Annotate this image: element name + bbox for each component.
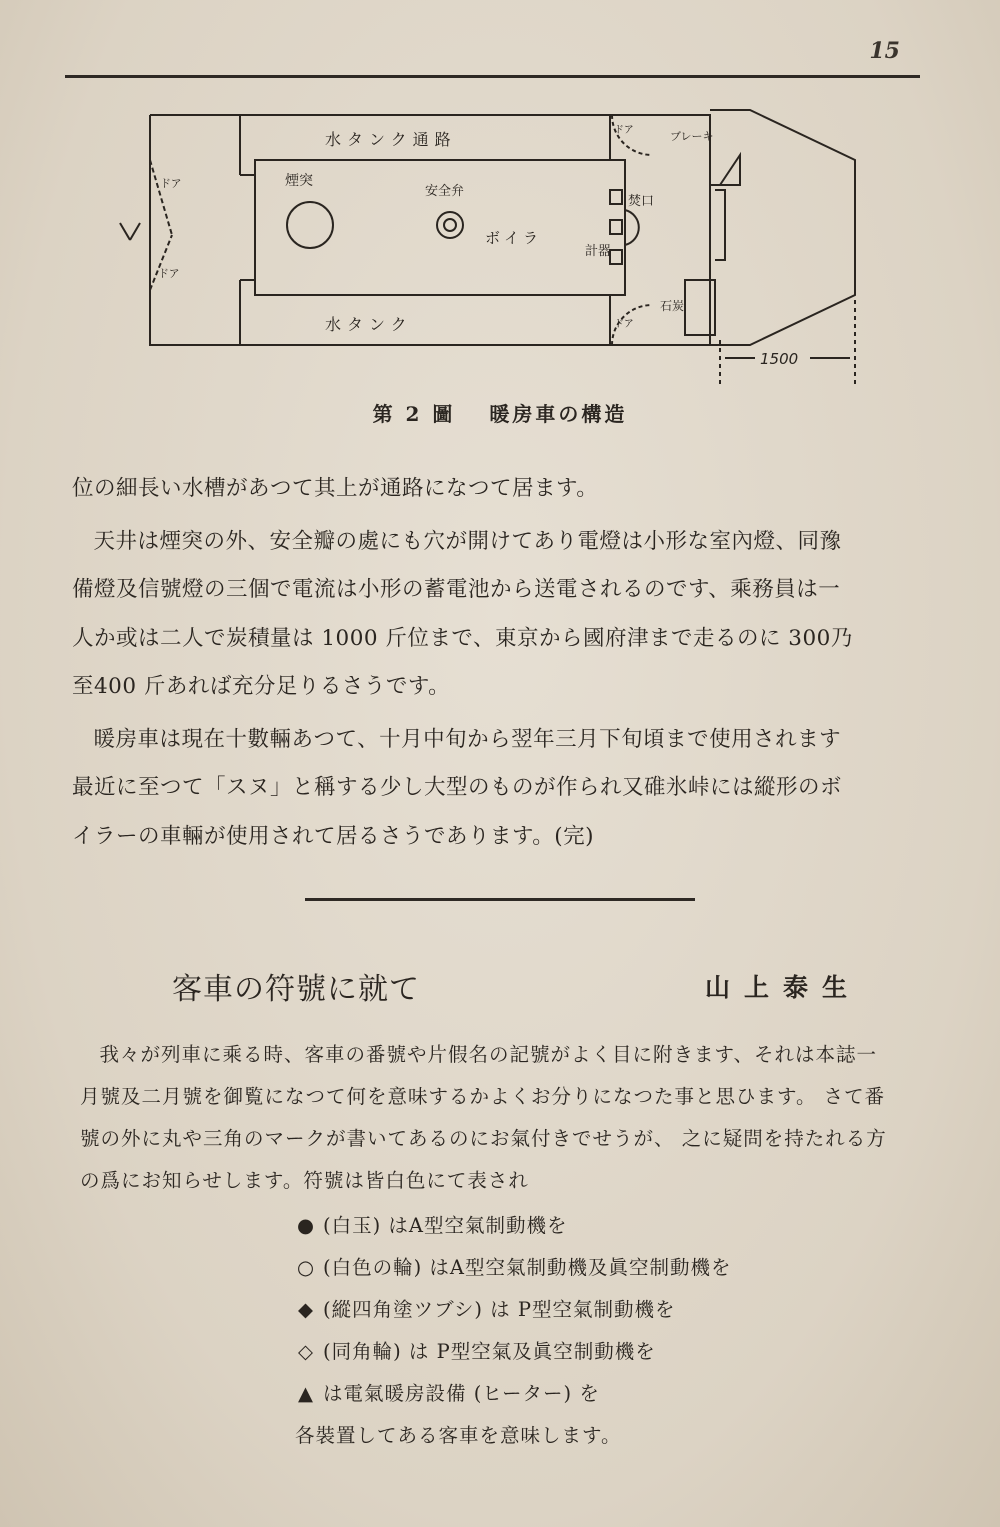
paragraph-line: 備燈及信號燈の三個で電流は小形の蓄電池から送電されるのです、乘務員は一: [72, 577, 841, 602]
door-swing-line: [150, 235, 172, 290]
paragraph-line: 至400 斤あれば充分足りるさうです。: [72, 674, 451, 699]
paragraph-line: 位の細長い水槽があつて其上が通路になつて居ます。: [72, 476, 599, 501]
label-boiler: ボイラ: [485, 229, 543, 247]
door-swing-line: [150, 160, 172, 235]
symbol-list: [295, 1205, 895, 1457]
paragraph-line: の爲にお知らせします。符號は皆白色にて表され: [80, 1169, 529, 1192]
paragraph-line: 人か或は二人で炭積量は 1000 斤位まで、東京から國府津まで走るのに 300乃: [72, 625, 853, 651]
page-number: 15: [869, 38, 900, 64]
paragraph-line: 我々が列車に乘る時、客車の番號や片假名の記號がよく目に附きます、それは本誌一: [99, 1043, 877, 1066]
symbol-description: (同角輪) は P型空氣及眞空制動機を: [323, 1340, 656, 1363]
article-author: 山上泰生: [705, 973, 862, 1002]
paragraph-line: 最近に至つて「スヌ」と稱する少し大型のものが作られ又碓氷峠には縱形のボ: [72, 775, 843, 800]
label-coal-box: 石炭: [660, 299, 685, 313]
door-swing-line: [120, 223, 130, 240]
gauge-box-1: [610, 190, 622, 204]
symbol-closing-line: 各裝置してある客車を意味します。: [295, 1424, 622, 1447]
label-dimension: 1500: [760, 350, 799, 368]
symbol-item: [295, 1205, 895, 1247]
symbol-description: は電氣暖房設備 (ヒーター) を: [323, 1382, 600, 1405]
figure-caption-number: 第 2 圖: [372, 402, 456, 426]
label-safety-valve: 安全弁: [425, 184, 465, 199]
label-door-right-upper: ドア: [614, 125, 634, 136]
symbol-description: (縱四角塗ツブシ) は P型空氣制動機を: [323, 1298, 676, 1321]
article-title: 客車の符號に就て: [172, 972, 420, 1007]
symbol-item: [295, 1331, 895, 1373]
gauge-box-3: [610, 250, 622, 264]
filled-diamond-icon: ◆: [298, 1298, 314, 1321]
symbol-description: (白色の輪) はA型空氣制動機及眞空制動機を: [323, 1256, 732, 1279]
paragraph-line: 天井は煙突の外、安全瓣の處にも穴が開けてあり電燈は小形な室內燈、同豫: [93, 528, 842, 554]
symbol-description: (白玉) はA型空氣制動機を: [323, 1214, 568, 1237]
label-door-right-lower: ドア: [614, 319, 634, 330]
label-door-left-lower: ドア: [158, 267, 180, 280]
paragraph-line: 月號及二月號を御覧になつて何を意味するかよくお分りになつた事と思ひます。 さて番: [80, 1085, 886, 1108]
figure-caption-title: 暖房車の構造: [489, 402, 628, 426]
symbol-item: [295, 1373, 895, 1415]
door-swing-line: [130, 223, 140, 240]
bunker-wall: [715, 190, 725, 260]
label-water-tank-passage: 水タンク通路: [325, 130, 457, 149]
fire-door-arc: [625, 210, 639, 245]
figure-caption: [0, 398, 1000, 427]
label-fire-door: 焚口: [628, 194, 655, 209]
hollow-diamond-icon: ◇: [298, 1340, 314, 1363]
label-gauges: 計器: [585, 244, 612, 259]
heating-car-diagram: [100, 95, 880, 395]
symbol-item: [295, 1247, 895, 1289]
filled-circle-icon: ●: [296, 1214, 315, 1237]
safety-valve-outer: [437, 212, 463, 238]
label-brake: ブレーキ: [670, 130, 714, 143]
paragraph-line: イラーの車輛が使用されて居るさうであります。(完): [72, 823, 595, 849]
front-section-outline: [710, 110, 855, 345]
hollow-circle-icon: ○: [296, 1256, 315, 1279]
first-article-body: [72, 465, 927, 861]
filled-triangle-icon: ▲: [298, 1382, 314, 1405]
bunker-notch: [710, 155, 740, 185]
chimney-circle: [287, 202, 333, 248]
label-door-left-upper: ドア: [160, 177, 182, 190]
gauge-box-2: [610, 220, 622, 234]
safety-valve-inner: [444, 219, 456, 231]
paragraph-line: 號の外に丸や三角のマークが書いてあるのにお氣付きでせうが、 之に疑問を持たれる方: [80, 1127, 887, 1150]
paragraph-line: 暖房車は現在十數輛あつて、十月中旬から翌年三月下旬頃まで使用されます: [93, 726, 842, 752]
header-rule: [65, 75, 920, 78]
label-water-tank: 水タンク: [325, 315, 413, 334]
label-chimney: 煙突: [285, 173, 313, 189]
second-article-body: [80, 1034, 930, 1202]
section-divider: [305, 898, 695, 901]
symbol-item: [295, 1289, 895, 1331]
